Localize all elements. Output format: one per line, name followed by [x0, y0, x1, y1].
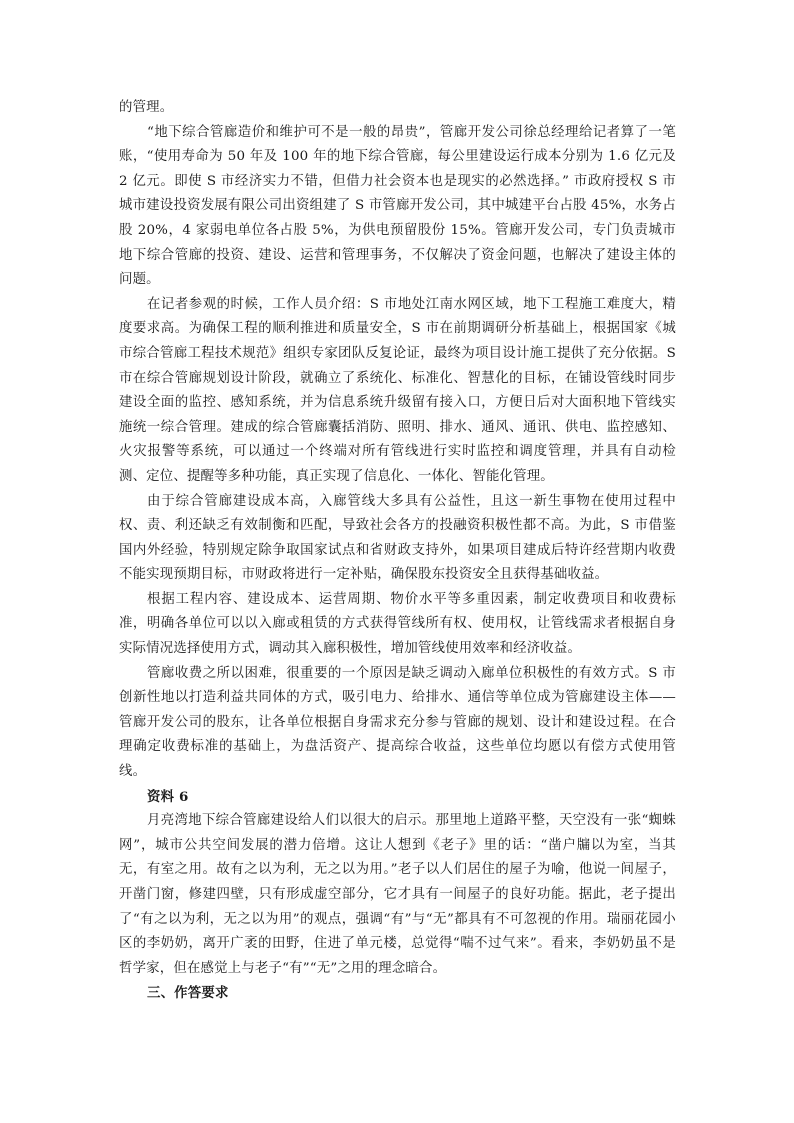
paragraph-site-visit: 在记者参观的时候，工作人员介绍：S 市地处江南水网区域，地下工程施工难度大，精度要求高。为确保工程的顺利推进和质量安全，S 市在前期调研分析基础上，根据国家《城市综合管廊工程技术规范》组织专家团队反复论证，最终为项目设计施工提供了充分依据。S 市在综合管廊规划设计阶段，就确立了系统化、标准化、智慧化的目标，在铺设管线时同步建设全面的监控、感知系统，并为信息系统升级留有接入口，方便日后对大面积地下管线实施统一综合管理。建成的综合管廊囊括消防、照明、排水、通风、通讯、供电、监控感知、火灾报警等系统，可以通过一个终端对所有管线进行实时监控和调度管理，并具有自动检测、定位、提醒等多种功能，真正实现了信息化、一体化、智能化管理。 [119, 296, 676, 484]
paragraph-continuation: 的管理。 [119, 100, 174, 115]
paragraph-financing-subsidy: 由于综合管廊建设成本高，入廊管线大多具有公益性，且这一新生事物在使用过程中权、责、利还缺乏有效制衡和匹配，导致社会各方的投融资积极性都不高。为此，S 市借鉴国内外经验，特别规定除争取国家试点和省财政支持外，如果项目建成后特许经营期内收费不能实现预期目标，市财政将进行一定补贴，确保股东投资安全且获得基础收益。 [119, 493, 676, 583]
paragraph-laozi-inspiration: 月亮湾地下综合管廊建设给人们以很大的启示。那里地上道路平整，天空没有一张“蜘蛛网”，城市公共空间发展的潜力倍增。这让人想到《老子》里的话：“凿户牖以为室，当其无，有室之用。故有之以为利，无之以为用。”老子以人们居住的屋子为喻，他说一间屋子，开凿门窗，修建四壁，只有形成虚空部分，它才具有一间屋子的良好功能。据此，老子提出了“有之以为利，无之以为用”的观点，强调“有”与“无”都具有不可忽视的作用。瑞丽花园小区的李奶奶，离开广袤的田野，住进了单元楼，总觉得“喘不过气来”。看来，李奶奶虽不是哲学家，但在感觉上与老子“有”“无”之用的理念暗合。 [119, 813, 676, 976]
paragraph-cost-interview: “地下综合管廊造价和维护可不是一般的昂贵”，管廊开发公司徐总经理给记者算了一笔账，“使用寿命为 50 年及 100 年的地下综合管廊，每公里建设运行成本分别为 1.6 亿元及 2 亿元。即使 S 市经济实力不错，但借力社会资本也是现实的必然选择。” 市政府授权 S 市城市建设投资发展有限公司出资组建了 S 市管廊开发公司，其中城建平台占股 45%，水务占股 20%，4 家弱电单位各占股 5%，为供电预留股份 15%。管廊开发公司，专门负责城市地下综合管廊的投资、建设、运营和管理事务，不仅解决了资金问题，也解决了建设主体的问题。 [119, 124, 676, 288]
paragraph-interest-community: 管廊收费之所以困难，很重要的一个原因是缺乏调动入廊单位积极性的有效方式。S 市创新性地以打造利益共同体的方式，吸引电力、给排水、通信等单位成为管廊建设主体——管廊开发公司的股东，让各单位根据自身需求充分参与管廊的规划、设计和建设过程。在合理确定收费标准的基础上，为盘活资产、提高综合收益，这些单位均愿以有偿方式使用管线。 [119, 665, 676, 780]
paragraph-fee-standard: 根据工程内容、建设成本、运营周期、物价水平等多重因素，制定收费项目和收费标准，明确各单位可以以入廊或租赁的方式获得管线所有权、使用权，让管线需求者根据自身实际情况选择使用方式，调动其入廊积极性，增加管线使用效率和经济收益。 [119, 591, 676, 657]
section-heading-requirements: 三、作答要求 [147, 985, 229, 1002]
section-heading-material-6: 资料 6 [147, 788, 189, 805]
document-body [119, 96, 676, 1006]
